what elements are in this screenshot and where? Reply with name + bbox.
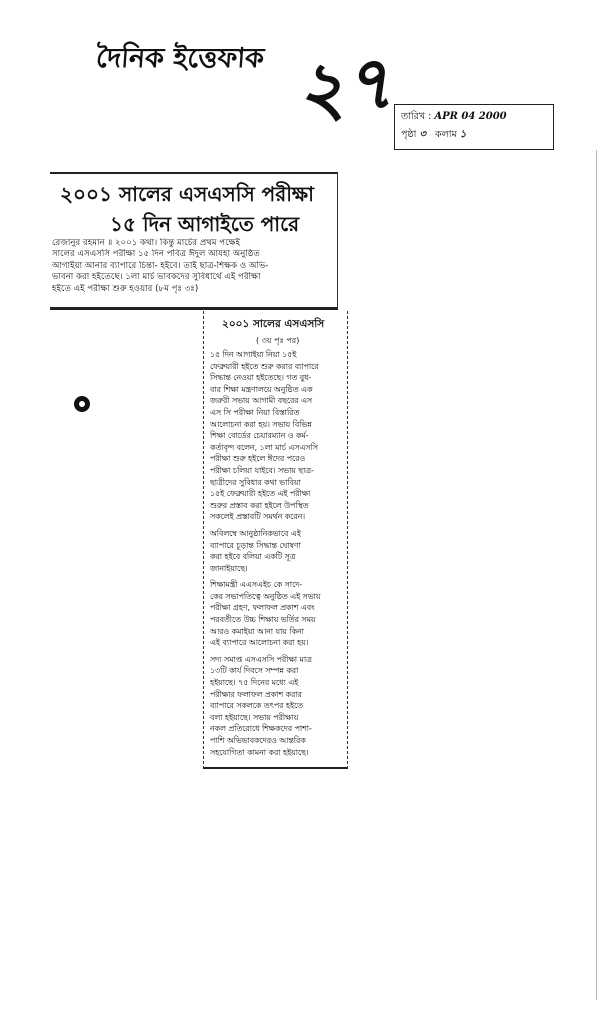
text-line: সকলেই প্রস্তাবটি সমর্থন করেন। [210,512,306,522]
text-line: পরবর্তীতে উচ্চ শিক্ষায় ভর্তির সময় [210,615,316,625]
text-line: আগাইয়া আনার ব্যাপারে চিন্তা- হইবে। তাই ছাত্র-শিক্ষক ও অভি- [52,260,269,271]
text-line: সহযোগিতা কামনা করা হইয়াছে। [210,747,309,757]
clipping-1-headline-2: ১৫ দিন আগাইতে পারে [110,212,300,236]
text-line: অবিলম্বে আনুষ্ঠানিকভাবে এই [210,528,301,538]
text-line: রেজানুর রহমান ॥ ২০০১ কথা। কিন্তু মার্চের প্রথম পক্ষেই [52,238,241,248]
clipping-1-headline-1: ২০০১ সালের এসএসসি পরীক্ষা [60,182,314,206]
text-line: ছাত্রীদের সুবিধার কথা ভাবিয়া [210,477,301,487]
text-line: এই ব্যাপারে আলোচনা করা হয়। [210,638,309,648]
text-line: সিদ্ধান্ত নেওয়া হইতেছে। গত বুধ- [210,373,312,383]
stamp-column-value: ১ [459,129,467,140]
news-clipping-1 [50,172,338,310]
clipping-2-title: ২০০১ সালের এসএসসি [222,318,325,330]
text-line: ১৫ই ফেব্রুয়ারী হইতে এই পরীক্ষা [210,489,311,499]
text-line: শিক্ষামন্ত্রী এএসএইচ কে সাদে- [210,580,303,590]
text-line: পাশি অভিভাবকদেরও আন্তরিক [210,736,306,745]
date-stamp [394,104,554,150]
stamp-column-label: কলাম [435,129,457,140]
text-line: পরীক্ষা শুরু হইলে ঈদের পরেও [210,454,306,464]
text-line: ভাবনা করা হইতেছে। ১লা মার্চ ভাবকদের সুবিধার্থে এই পরীক্ষা [52,272,261,283]
text-line: হইতে এই পরীক্ষা শুরু হওয়ার (৮ম পৃঃ ৩ঃ) [52,283,199,294]
text-line: কর্তাবৃন্দ বলেন, ১লা মার্চ এসএসসি [210,442,318,452]
clipping-2-body [210,349,345,758]
text-line: ব্যাপারে সকলকে তৎপর হইতে [210,701,304,711]
text-line: আলোচনা করা হয়। সভায় বিভিন্ন [210,419,312,429]
text-line: পরীক্ষা গ্রহণ, ফলাফল প্রকাশ এবং [210,603,315,613]
clipping-1-body [52,238,334,295]
text-line: জানাইয়াছে। [210,563,248,573]
text-line: সালের এসএসসি পরীক্ষা ১৫ দিন পবিত্র ঈদুল আযহা অনুষ্ঠিত [52,249,260,260]
text-line: বলা হইয়াছে। সভায় পরীক্ষায় [210,712,299,722]
stamp-page-row [401,126,547,144]
text-line: আরও কমাইয়া আনা যায় কিনা [210,626,304,636]
text-line: ১৩টি কার্য দিবসে সম্পন্ন করা [210,666,299,676]
stamp-date-row: তারিখ : APR 04 2000 [401,111,507,122]
masthead: দৈনিক ইত্তেফাক [95,43,266,74]
news-clipping-2 [203,311,348,769]
text-line: কের সভাপতিত্বে অনুষ্ঠিত এই সভায় [210,591,321,601]
handwritten-number: ২৭ [291,39,397,135]
stamp-page-label: পৃষ্ঠা [401,129,417,140]
text-line: করা হইবে বলিয়া একটি সূত্র [210,552,296,562]
text-line: সদ্য সমাপ্ত এসএসসি পরীক্ষা মাত্র [210,654,312,664]
text-line: পরীক্ষা চলিয়া যাইবে। সভায় ছাত্র- [210,465,314,475]
stamp-date-value: APR 04 2000 [434,111,507,122]
text-line: এস সি পরীক্ষা নিয়া বিস্তারিত [210,407,300,417]
clipping-2-subtitle: ( ৩য় পৃঃ পর) [256,336,300,345]
text-line: জরুরী সভায় আগামী বছরের এস [210,396,313,406]
text-line: শিক্ষা বোর্ডের চেয়ারম্যান ও কর্ম- [210,431,309,441]
text-line: ফেব্রুয়ারী হইতে শুরু করার ব্যাপারে [210,361,319,371]
page-edge-line [596,150,597,1000]
text-line: নকল প্রতিরোধে শিক্ষকদের পাশা- [210,724,312,734]
stamp-page-value: ৩ [419,129,426,140]
text-line: ব্যাপারে চূড়ান্ত সিদ্ধান্ত ঘোষণা [210,540,301,550]
punch-hole [74,396,90,412]
stamp-date-label: তারিখ [401,111,426,122]
text-line: বার শিক্ষা মন্ত্রণালয়ে অনুষ্ঠিত এক [210,384,313,394]
text-line: হইয়াছে। ৭৫ দিনের মধ্যে এই [210,678,299,688]
text-line: ১৫ দিন আগাইয়া নিয়া ১৫ই [210,350,297,359]
text-line: পরীক্ষার ফলাফল প্রকাশ করার [210,689,302,699]
text-line: শুরুর প্রস্তাব করা হইলে উপস্থিত [210,500,309,510]
